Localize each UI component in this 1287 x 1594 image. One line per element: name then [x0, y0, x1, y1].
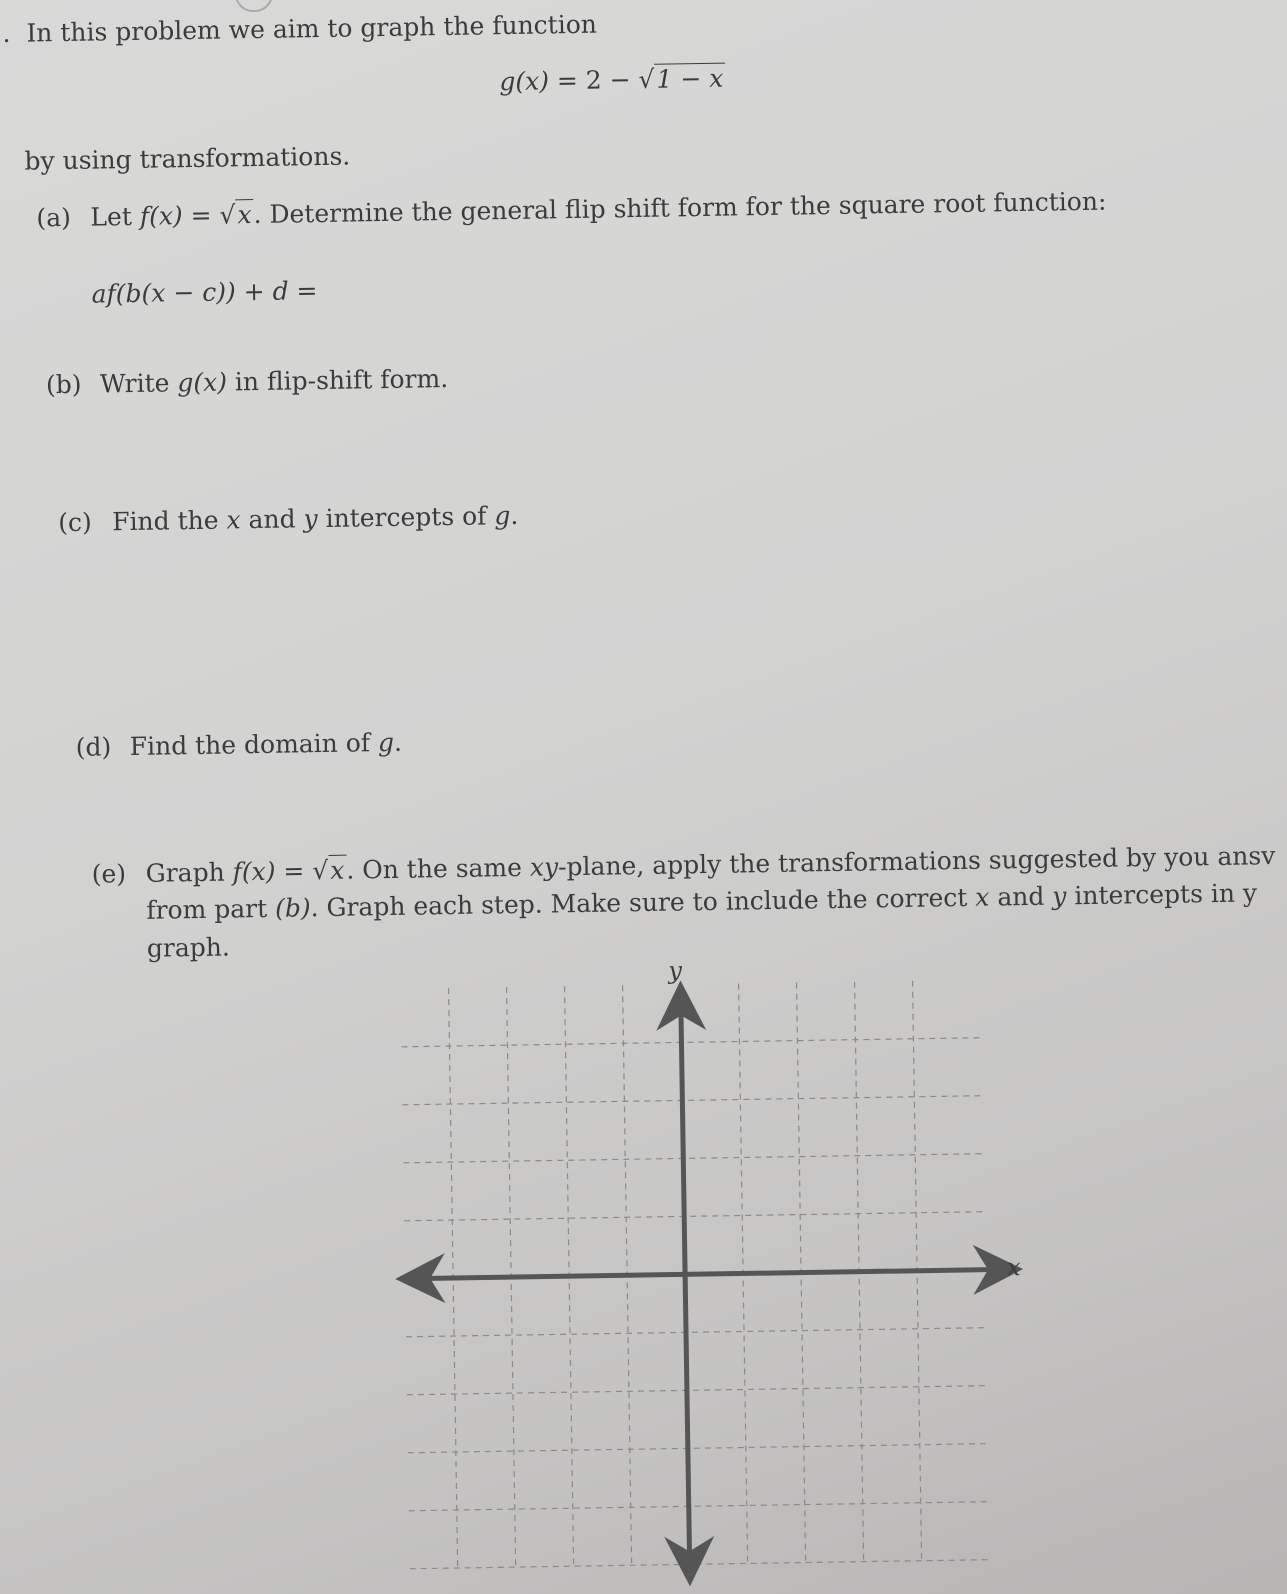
part-a-radical — [219, 199, 254, 232]
grid-line-horizontal — [401, 1038, 981, 1047]
part-c-text-3: intercepts of — [325, 501, 487, 533]
part-e-xy: xy — [529, 852, 559, 882]
main-equation — [499, 63, 725, 99]
part-e-radical — [312, 855, 347, 888]
part-e-text-c: -plane, apply the transformations suggested by you ansv — [557, 841, 1276, 882]
intro-text: In this problem we aim to graph the function — [26, 9, 598, 48]
part-b-label: (b) — [45, 369, 82, 400]
radical-sign: √ — [312, 855, 329, 886]
grid-line-horizontal — [402, 1096, 982, 1105]
part-e-text-b: . On the same — [346, 852, 523, 885]
part-c-g: g — [494, 501, 511, 531]
part-a-form: af(b(x − c)) + d = — [91, 276, 318, 309]
radicand: x — [328, 855, 347, 885]
part-a-text-after: . Determine the general flip shift form for the square root function: — [253, 186, 1107, 230]
page-mark — [235, 0, 273, 12]
part-e-b-ref: (b) — [274, 893, 311, 923]
equation-radical — [638, 63, 725, 97]
part-a — [36, 186, 1106, 235]
part-a-eq: = — [190, 200, 212, 231]
part-e-label: (e) — [91, 859, 127, 889]
grid-line-horizontal — [406, 1328, 986, 1337]
part-a-fx: f(x) — [139, 201, 183, 231]
part-b — [46, 363, 449, 402]
part-e-y: y — [1052, 881, 1067, 911]
part-e-text-e: intercepts in y — [1074, 878, 1258, 911]
radicand: x — [235, 199, 254, 229]
x-axis-label: x — [1006, 1253, 1021, 1282]
grid-line-horizontal — [403, 1154, 983, 1163]
part-d-end: . — [393, 727, 403, 757]
problem-number: . — [2, 18, 11, 48]
part-a-text: Let — [90, 201, 133, 232]
grid-line-horizontal — [409, 1502, 989, 1511]
part-b-text: Write — [99, 368, 170, 399]
part-e-and: and — [997, 881, 1045, 912]
grid-line-horizontal — [404, 1212, 984, 1221]
radical-sign: √ — [638, 64, 655, 94]
y-axis-label: y — [668, 956, 683, 985]
part-c-and: and — [248, 504, 296, 535]
part-c — [58, 500, 519, 540]
part-e-from-part: from part — [146, 893, 268, 925]
part-e-text: Graph — [145, 857, 225, 888]
part-c-x: x — [226, 505, 241, 535]
part-c-label: (c) — [57, 507, 92, 538]
part-d — [76, 727, 403, 765]
part-e-x: x — [975, 882, 990, 912]
part-e-text-d: . Graph each step. Make sure to include the correct — [310, 882, 968, 923]
grid-line-horizontal — [410, 1560, 990, 1569]
equation-lhs: g(x) — [499, 66, 550, 97]
equation-equals: = 2 − — [556, 65, 631, 96]
part-d-text: Find the domain of — [129, 728, 371, 762]
part-c-y: y — [303, 504, 318, 534]
part-d-g: g — [377, 727, 395, 758]
part-e-eq: = — [283, 856, 305, 886]
part-d-label: (d) — [75, 732, 112, 762]
part-b-gx: g(x) — [177, 367, 228, 398]
part-e-line-3: graph. — [146, 932, 231, 963]
x-axis — [415, 1269, 1003, 1278]
part-c-text: Find the — [111, 505, 219, 537]
y-axis — [681, 1000, 690, 1566]
part-b-text-after: in flip-shift form. — [234, 364, 449, 397]
radical-sign: √ — [219, 200, 236, 230]
part-c-end: . — [510, 500, 519, 531]
coordinate-grid[interactable] — [400, 949, 1020, 1579]
problem-intro — [2, 9, 597, 51]
part-e-fx: f(x) — [232, 856, 276, 887]
radicand: 1 − x — [654, 63, 725, 94]
intro-after-text: by using transformations. — [24, 141, 351, 176]
grid-line-horizontal — [408, 1444, 988, 1453]
part-a-label: (a) — [36, 202, 72, 233]
grid-line-horizontal — [407, 1386, 987, 1395]
